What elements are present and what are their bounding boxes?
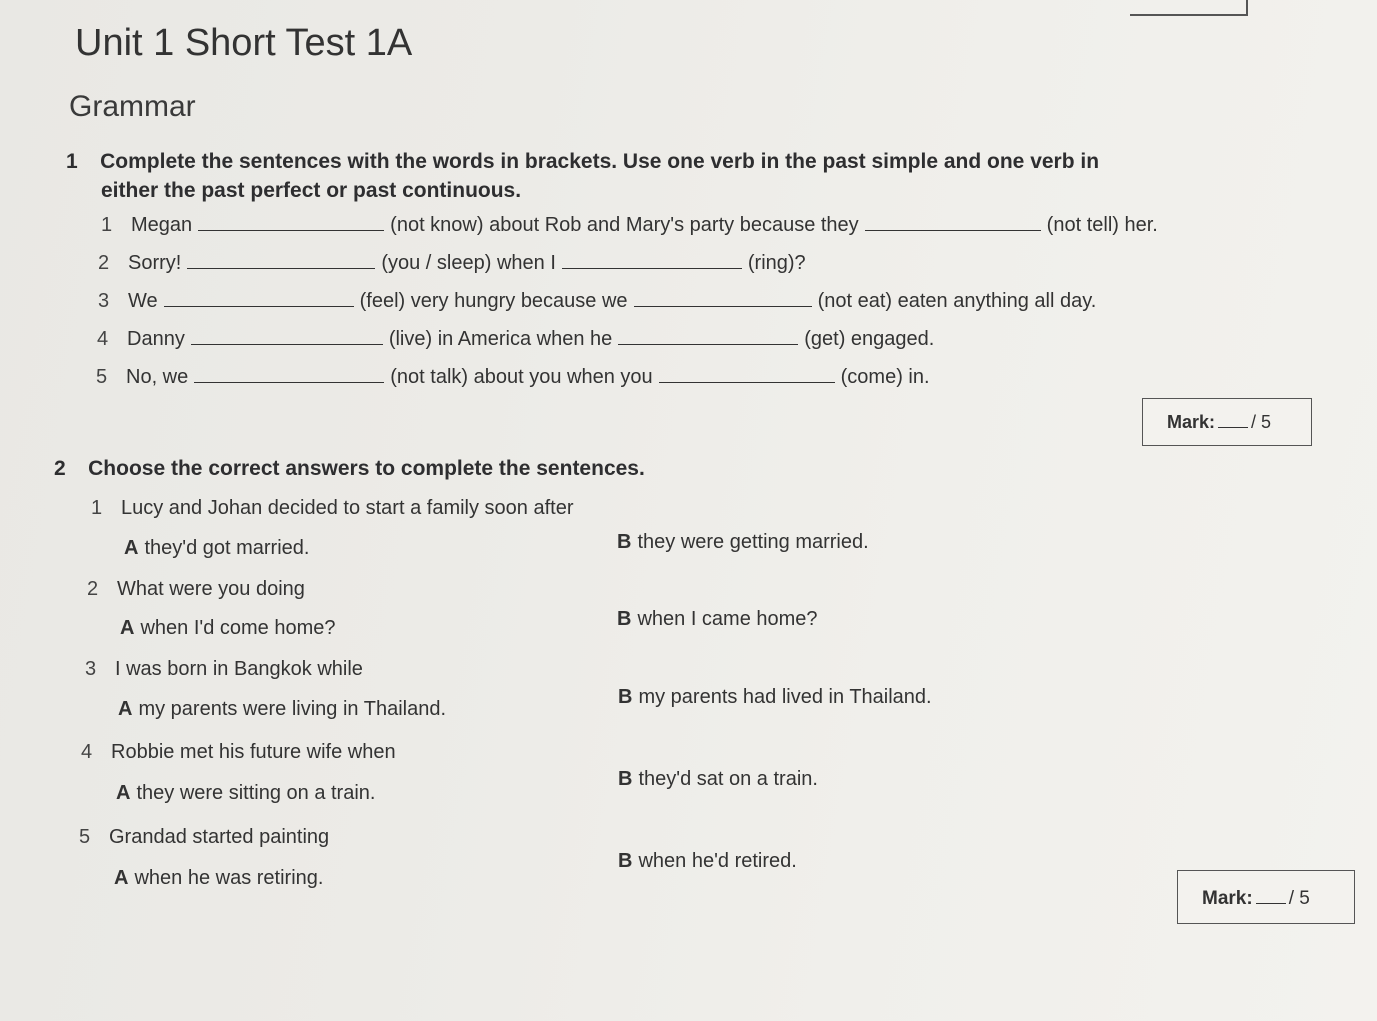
option-a[interactable]	[120, 617, 336, 640]
item-middle-text: (you / sleep) when I	[381, 252, 556, 274]
exercise-1-number: 1	[66, 150, 78, 173]
item-number: 3	[98, 290, 110, 312]
exercise-1-item	[98, 290, 1096, 313]
exercise-2-question	[81, 741, 396, 764]
question-stem: What were you doing	[117, 578, 305, 600]
mark-score-blank[interactable]	[1256, 891, 1286, 904]
answer-blank[interactable]	[191, 330, 383, 345]
option-a[interactable]	[116, 782, 375, 805]
answer-blank[interactable]	[618, 330, 798, 345]
option-letter: B	[618, 850, 633, 872]
section-heading: Grammar	[69, 90, 196, 123]
question-number: 3	[85, 658, 97, 680]
answer-blank[interactable]	[198, 216, 384, 231]
question-stem: I was born in Bangkok while	[115, 658, 363, 680]
exercise-1-instruction-line2: either the past perfect or past continuous.	[101, 179, 522, 202]
option-b[interactable]	[618, 850, 797, 873]
exercise-1-item	[101, 214, 1158, 237]
answer-blank[interactable]	[194, 368, 384, 383]
exercise-1-item	[97, 328, 934, 351]
item-end-text: (get) engaged.	[804, 328, 935, 350]
option-b[interactable]	[617, 531, 869, 554]
item-middle-text: (not know) about Rob and Mary's party because they	[390, 214, 859, 236]
option-a[interactable]	[114, 867, 323, 890]
item-middle-text: (live) in America when he	[388, 328, 613, 350]
exercise-1-mark-box	[1142, 398, 1312, 446]
option-letter: A	[118, 698, 133, 720]
item-end-text: (not eat) eaten anything all day.	[817, 290, 1097, 312]
exercise-2-question	[87, 578, 305, 601]
option-text: they were sitting on a train.	[136, 782, 376, 804]
question-number: 1	[91, 497, 103, 519]
item-start-text: Megan	[131, 214, 193, 236]
item-number: 4	[97, 328, 109, 350]
question-stem: Lucy and Johan decided to start a family soon after	[121, 497, 574, 519]
question-number: 5	[79, 826, 91, 848]
question-number: 2	[87, 578, 99, 600]
exercise-2-mark-box	[1177, 870, 1355, 924]
option-text: when I came home?	[637, 608, 818, 630]
option-letter: A	[120, 617, 135, 639]
exercise-2-question	[91, 497, 574, 520]
mark-total: / 5	[1288, 888, 1310, 909]
mark-label: Mark:	[1202, 888, 1253, 909]
option-text: when I'd come home?	[140, 617, 336, 639]
exercise-2-instruction-text: Choose the correct answers to complete the sentences.	[88, 457, 645, 480]
item-start-text: Sorry!	[128, 252, 182, 274]
option-b[interactable]	[618, 768, 818, 791]
option-letter: A	[114, 867, 129, 889]
option-text: when he'd retired.	[638, 850, 797, 872]
answer-blank[interactable]	[659, 368, 835, 383]
option-text: they were getting married.	[637, 531, 869, 553]
option-letter: B	[617, 531, 632, 553]
item-start-text: We	[128, 290, 158, 312]
answer-blank[interactable]	[865, 216, 1041, 231]
answer-blank[interactable]	[562, 254, 742, 269]
option-a[interactable]	[124, 537, 309, 560]
option-text: they'd got married.	[144, 537, 310, 559]
option-text: they'd sat on a train.	[638, 768, 818, 790]
item-number: 2	[98, 252, 110, 274]
option-text: my parents were living in Thailand.	[138, 698, 447, 720]
option-a[interactable]	[118, 698, 446, 721]
item-end-text: (not tell) her.	[1046, 214, 1158, 236]
question-stem: Grandad started painting	[109, 826, 330, 848]
item-end-text: (come) in.	[840, 366, 930, 388]
item-start-text: No, we	[126, 366, 189, 388]
option-letter: B	[617, 608, 632, 630]
mark-score-blank[interactable]	[1218, 415, 1248, 428]
answer-blank[interactable]	[634, 292, 812, 307]
top-corner-box	[1130, 0, 1248, 16]
exercise-2-number: 2	[54, 457, 66, 480]
mark-total: / 5	[1251, 412, 1272, 432]
option-letter: A	[124, 537, 139, 559]
item-number: 1	[101, 214, 113, 236]
exercise-1-item	[96, 366, 930, 389]
option-b[interactable]	[617, 608, 818, 631]
item-middle-text: (feel) very hungry because we	[359, 290, 628, 312]
option-text: my parents had lived in Thailand.	[638, 686, 932, 708]
mark-label: Mark:	[1167, 412, 1216, 432]
option-letter: A	[116, 782, 131, 804]
option-text: when he was retiring.	[134, 867, 324, 889]
item-end-text: (ring)?	[747, 252, 806, 274]
page-title: Unit 1 Short Test 1A	[75, 22, 413, 64]
question-stem: Robbie met his future wife when	[111, 741, 396, 763]
exercise-1-instruction	[66, 150, 1099, 174]
exercise-2-question	[85, 658, 363, 681]
item-middle-text: (not talk) about you when you	[390, 366, 653, 388]
answer-blank[interactable]	[164, 292, 354, 307]
option-b[interactable]	[618, 686, 932, 709]
exercise-2-instruction	[54, 457, 645, 481]
item-start-text: Danny	[127, 328, 185, 350]
exercise-2-question	[79, 826, 329, 849]
option-letter: B	[618, 768, 633, 790]
answer-blank[interactable]	[187, 254, 375, 269]
question-number: 4	[81, 741, 93, 763]
exercise-1-item	[98, 252, 806, 275]
item-number: 5	[96, 366, 108, 388]
exercise-1-instruction-line1: Complete the sentences with the words in brackets. Use one verb in the past simple and one verb in	[100, 150, 1100, 173]
option-letter: B	[618, 686, 633, 708]
